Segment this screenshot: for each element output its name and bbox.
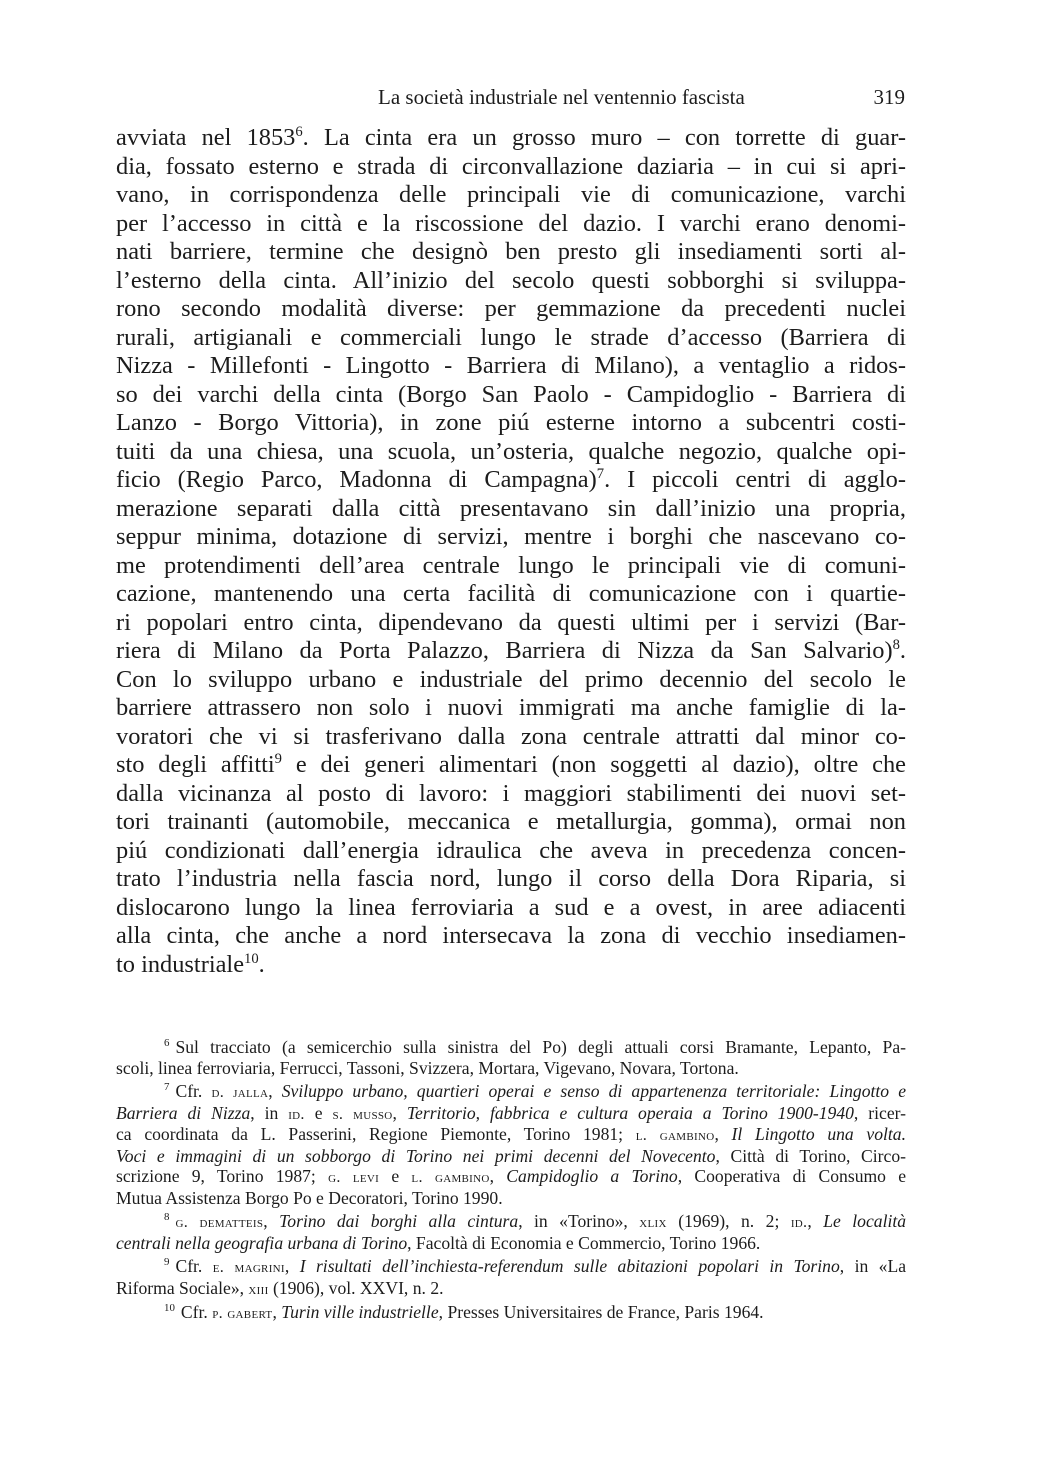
text-span: Mutua Assistenza Borgo Po e Decoratori, Torino 1990. (116, 1187, 503, 1208)
text-span: ca coordinata da L. Passerini, Regione Piemonte, Torino 1981; (116, 1124, 624, 1144)
citation-title: Sviluppo urbano, quartieri operai e senso di appartenenza territoriale: Lingotto e (281, 1081, 907, 1101)
text-span: . (899, 637, 906, 664)
author-name: s. musso (332, 1104, 393, 1123)
text-span: scrizione 9, Torino 1987; (116, 1166, 316, 1186)
footnote-line: $^{10}$ Cfr. p. gabert, Turin ville industrielle, Presses Universitaires de France, Paris 1964. (164, 1302, 764, 1322)
author-name: e. magrini (212, 1258, 285, 1276)
text-span: Cfr. (175, 1256, 203, 1276)
text-line (116, 951, 906, 980)
footnote-line: Barriera di Nizza, in id. e s. musso, Territorio, fabbrica e cultura operaia a Torino 1900-1940, ricer- (116, 1102, 906, 1123)
text-line: Con lo sviluppo urbano e industriale del primo decennio del secolo le (116, 665, 906, 693)
text-line: seppur minima, dotazione di servizi, mentre i borghi che nascevano co- (116, 523, 906, 550)
text-span: , in «La (839, 1256, 907, 1276)
text-line: so dei varchi della cinta (Borgo San Paolo - Campidoglio - Barriera di (116, 380, 906, 408)
text-line: me protendimenti dell’area centrale lungo le principali vie di comuni- (116, 551, 906, 579)
footnote-line (116, 1278, 906, 1300)
author-name: l. gambino (411, 1168, 490, 1186)
footnote-ref: 9 (274, 750, 282, 767)
author-name: g. dematteis (175, 1213, 264, 1231)
text-line: dislocarono lungo la linea ferroviaria a sud e a ovest, in aree adiacenti (116, 893, 906, 921)
body-text (116, 124, 906, 979)
text-span: e (391, 1166, 400, 1186)
text-line: l’esterno della cinta. All’inizio del secolo questi sobborghi si sviluppa- (116, 266, 906, 294)
text-line: barriere attrassero non solo i nuovi immigrati ma anche famiglie di la- (116, 694, 906, 721)
footnote-line: $^7$ Cfr. d. jalla, Sviluppo urbano, quartieri operai e senso di appartenenza territoriale: Lingotto e (164, 1081, 907, 1101)
text-span: e (314, 1102, 323, 1123)
text-span: to industriale (116, 950, 245, 978)
footnote-number: 8 (164, 1211, 170, 1224)
text-line: per l’accesso in città e la riscossione del dazio. I varchi erano denomi- (116, 209, 906, 237)
citation-title: I risultati dell’inchiesta-referendum sulle abitazioni popolari in Torino (299, 1256, 840, 1276)
footnote-line: $^8$ g. dematteis, Torino dai borghi alla cintura, in «Torino», xlix (1969), n. 2; id., Le località (164, 1211, 907, 1231)
citation-title: Campidoglio a Torino (506, 1166, 678, 1186)
footnote-number: 6 (164, 1037, 170, 1050)
citation-title: Il Lingotto una volta. (731, 1124, 907, 1144)
footnote-8 (116, 1211, 906, 1253)
citation-title: centrali nella geografia urbana di Torino (116, 1232, 408, 1253)
text-span: , ricer- (853, 1102, 906, 1123)
text-line: merazione separati dalla città presentavano sin dall’inizio una propria, (116, 494, 906, 522)
footnote-line: scrizione 9, Torino 1987; g. levi e l. gambino, Campidoglio a Torino, Cooperativa di Consumo e (116, 1166, 907, 1186)
text-line: piú condizionati dall’energia idraulica che aveva in precedenza concen- (116, 836, 906, 864)
text-line (116, 466, 906, 495)
text-span: sto degli affitti (116, 751, 275, 778)
text-span: . I piccoli centri di agglo- (604, 466, 907, 493)
author-name: d. jalla (211, 1083, 269, 1101)
footnote-number: 10 (164, 1302, 175, 1315)
footnote-6 (116, 1037, 906, 1078)
text-line: tori trainanti (automobile, meccanica e metallurgia, gomma), ormai non (116, 808, 906, 835)
text-line: dalla vicinanza al posto di lavoro: i maggiori stabilimenti dei nuovi set- (116, 779, 906, 807)
footnote-ref: 10 (244, 950, 259, 967)
text-line: voratori che vi si trasferivano dalla zona centrale attratti dal minor co- (116, 722, 906, 750)
footnote-line (116, 1233, 906, 1254)
author-name: g. levi (328, 1168, 380, 1186)
footnote-line: $^9$ Cfr. e. magrini, I risultati dell’inchiesta-referendum sulle abitazioni popolari in Torino, in «La (164, 1256, 907, 1276)
text-span: , Facoltà di Economia e Commercio, Torino 1966. (407, 1232, 761, 1253)
citation-title: Le località (823, 1211, 907, 1231)
text-span: id. (288, 1104, 305, 1123)
footnote-ref: 7 (596, 465, 605, 482)
text-span: xiii (248, 1279, 269, 1298)
text-span: , Cooperativa di Consumo e (677, 1166, 907, 1186)
footnotes (116, 1037, 906, 1327)
citation-title: Territorio, fabbrica e cultura operaia a Torino 1900-1940 (406, 1102, 854, 1123)
footnote-number: 7 (164, 1081, 170, 1094)
text-span: . (258, 950, 265, 978)
text-span: . La cinta era un grosso muro – con torrette di guar- (302, 124, 906, 151)
running-title: La società industriale nel ventennio fascista (378, 85, 745, 109)
text-line: dia, fossato esterno e strada di circonvallazione daziaria – in cui si apri- (116, 152, 906, 180)
text-span: Riforma Sociale», (116, 1277, 245, 1298)
footnote-line (116, 1146, 906, 1167)
footnote-ref: 6 (295, 123, 303, 140)
footnote-9 (116, 1256, 906, 1299)
text-line: cazione, mantenendo una certa facilità di comunicazione con i quartie- (116, 580, 906, 607)
text-span: e dei generi alimentari (non soggetti al dazio), oltre che (281, 751, 906, 778)
text-span: riera di Milano da Porta Palazzo, Barriera di Nizza da San Salvario) (116, 637, 893, 664)
author-name: l. gambino (635, 1126, 715, 1144)
citation-title: Turin ville industrielle (281, 1302, 439, 1322)
text-span: , Città di Torino, Circo- (715, 1145, 906, 1166)
text-line: Lanzo - Borgo Vittoria), in zone piú esterne intorno a subcentri costi- (116, 409, 906, 436)
text-line: rurali, artigianali e commerciali lungo le strade d’accesso (Barriera di (116, 323, 906, 351)
text-span: id. (790, 1213, 808, 1231)
footnote-line: ca coordinata da L. Passerini, Regione Piemonte, Torino 1981; l. gambino, Il Lingotto una volta. (116, 1124, 907, 1144)
page-number: 319 (873, 85, 905, 109)
text-line: ri popolari entro cinta, dipendevano da questi ultimi per i servizi (Bar- (116, 608, 906, 636)
text-span: avviata nel 1853 (116, 124, 296, 151)
author-name: p. gabert (212, 1304, 273, 1322)
text-line (116, 124, 906, 153)
text-span: Cfr. (175, 1081, 203, 1101)
text-span: scoli, linea ferroviaria, Ferrucci, Tassoni, Svizzera, Mortara, Vigevano, Novara, Tortona. (116, 1057, 739, 1078)
text-line: nati barriere, termine che designò ben presto gli insediamenti sorti al- (116, 238, 906, 265)
text-line: vano, in corrispondenza delle principali vie di comunicazione, varchi (116, 181, 906, 208)
text-line: tuiti da una chiesa, una scuola, un’osteria, qualche negozio, qualche opi- (116, 437, 906, 465)
text-span: , Presses Universitaires de France, Paris 1964. (438, 1302, 764, 1322)
text-span: , in (250, 1102, 279, 1123)
text-span: Cfr. (180, 1302, 208, 1322)
text-line: rono secondo modalità diverse: per gemmazione da precedenti nuclei (116, 295, 906, 322)
citation-title: Torino dai borghi alla cintura (279, 1211, 519, 1231)
footnote-10 (116, 1302, 906, 1324)
text-span: , in «Torino», (518, 1211, 628, 1231)
text-span: (1906), vol. XXVI, n. 2. (272, 1277, 444, 1298)
footnote-7 (116, 1081, 906, 1208)
text-span: (1969), n. 2; (678, 1211, 780, 1231)
text-line: trato l’industria nella fascia nord, lungo il corso della Dora Riparia, si (116, 865, 906, 892)
footnote-ref: 8 (892, 636, 900, 653)
text-line: alla cinta, che anche a nord intersecava la zona di vecchio insediamen- (116, 922, 906, 949)
citation-title: Voci e immagini di un sobborgo di Torino nei primi decenni del Novecento (116, 1145, 716, 1166)
text-line: Nizza - Millefonti - Lingotto - Barriera di Milano), a ventaglio a ridos- (116, 352, 906, 379)
text-line (116, 751, 906, 780)
footnote-number: 9 (164, 1256, 170, 1269)
text-line (116, 637, 906, 666)
text-span: Sul tracciato (a semicerchio sulla sinistra del Po) degli attuali corsi Bramante, Lepanto, Pa- (175, 1037, 906, 1057)
footnote-line (116, 1037, 906, 1058)
text-span: xlix (639, 1213, 667, 1231)
text-span: ficio (Regio Parco, Madonna di Campagna) (116, 466, 597, 493)
citation-title: Barriera di Nizza (116, 1102, 251, 1123)
